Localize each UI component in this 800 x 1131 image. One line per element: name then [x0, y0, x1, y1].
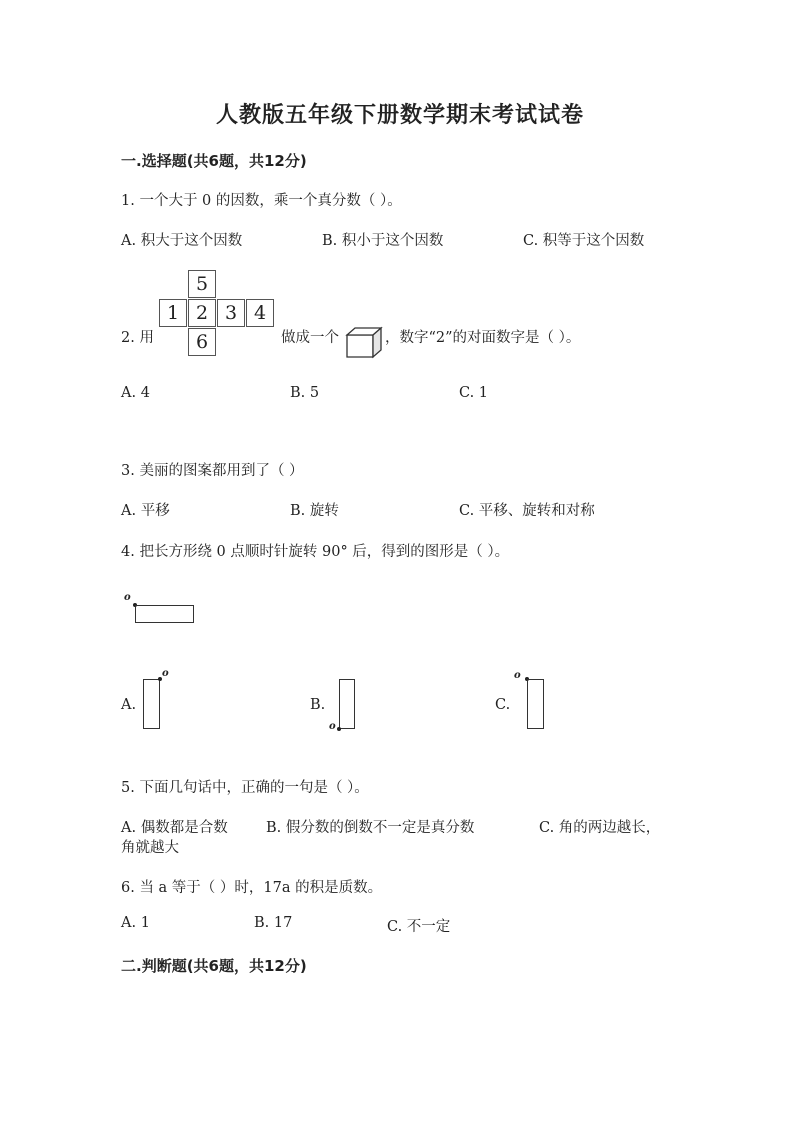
question-3-text: 3. 美丽的图案都用到了（ ）	[121, 463, 304, 479]
net-cell-center: 2	[188, 299, 216, 327]
question-2-suffix: ，数字“2”的对面数字是（ ）。	[385, 330, 581, 346]
section-heading-choice: 一.选择题(共6题，共12分)	[121, 152, 307, 170]
net-cell-far-right: 4	[246, 299, 274, 327]
question-2-option-a: A. 4	[121, 385, 150, 401]
question-4-option-a: A.	[121, 697, 137, 713]
option-b-point	[337, 727, 341, 731]
question-4-text: 4. 把长方形绕 0 点顺时针旋转 90° 后，得到的图形是（ ）。	[121, 544, 510, 560]
question-3-option-a: A. 平移	[121, 503, 170, 519]
net-cell-top: 5	[188, 270, 216, 298]
question-4-option-c: C.	[495, 697, 511, 713]
option-c-figure	[512, 668, 552, 732]
point-o-label: o	[124, 592, 131, 603]
question-5-option-a: A. 偶数都是合数	[121, 820, 228, 836]
question-5-text: 5. 下面几句话中，正确的一句是（ ）。	[121, 780, 369, 796]
net-cell-bottom: 6	[188, 328, 216, 356]
question-6-option-a: A. 1	[121, 915, 150, 931]
question-5-option-c-continued: 角就越大	[121, 840, 179, 856]
original-rectangle-figure	[120, 592, 210, 632]
question-3-option-c: C. 平移、旋转和对称	[459, 503, 595, 519]
question-2-option-b: B. 5	[290, 385, 320, 401]
question-6-text: 6. 当 a 等于（ ）时，17a 的积是质数。	[121, 880, 383, 896]
question-1-text: 1. 一个大于 0 的因数，乘一个真分数（ ）。	[121, 193, 402, 209]
option-b-rectangle	[339, 679, 355, 729]
option-c-rectangle	[527, 679, 544, 729]
option-a-figure	[140, 668, 180, 732]
net-cell-left: 1	[159, 299, 187, 327]
question-6-option-b: B. 17	[254, 915, 293, 931]
cube-icon	[345, 325, 383, 359]
section-heading-judgment: 二.判断题(共6题，共12分)	[121, 957, 307, 975]
question-2-middle: 做成一个	[281, 330, 339, 346]
original-rectangle	[135, 605, 194, 623]
question-3-option-b: B. 旋转	[290, 503, 339, 519]
question-2-prefix: 2. 用	[121, 330, 154, 346]
question-1-option-a: A. 积大于这个因数	[121, 233, 243, 249]
option-b-figure	[326, 676, 366, 736]
question-6-option-c: C. 不一定	[387, 919, 451, 935]
page-title: 人教版五年级下册数学期末考试试卷	[215, 103, 584, 128]
option-c-point-label: o	[514, 670, 521, 681]
option-a-rectangle	[143, 679, 160, 729]
cube-net-figure	[159, 270, 275, 358]
question-2-option-c: C. 1	[459, 385, 489, 401]
question-4-option-b: B.	[310, 697, 326, 713]
option-b-point-label: o	[329, 721, 336, 732]
question-1-option-c: C. 积等于这个因数	[523, 233, 645, 249]
option-a-point-label: o	[162, 668, 169, 679]
question-5-option-b: B. 假分数的倒数不一定是真分数	[266, 820, 475, 836]
net-cell-right: 3	[217, 299, 245, 327]
question-5-option-c: C. 角的两边越长，	[539, 820, 661, 836]
question-1-option-b: B. 积小于这个因数	[322, 233, 444, 249]
